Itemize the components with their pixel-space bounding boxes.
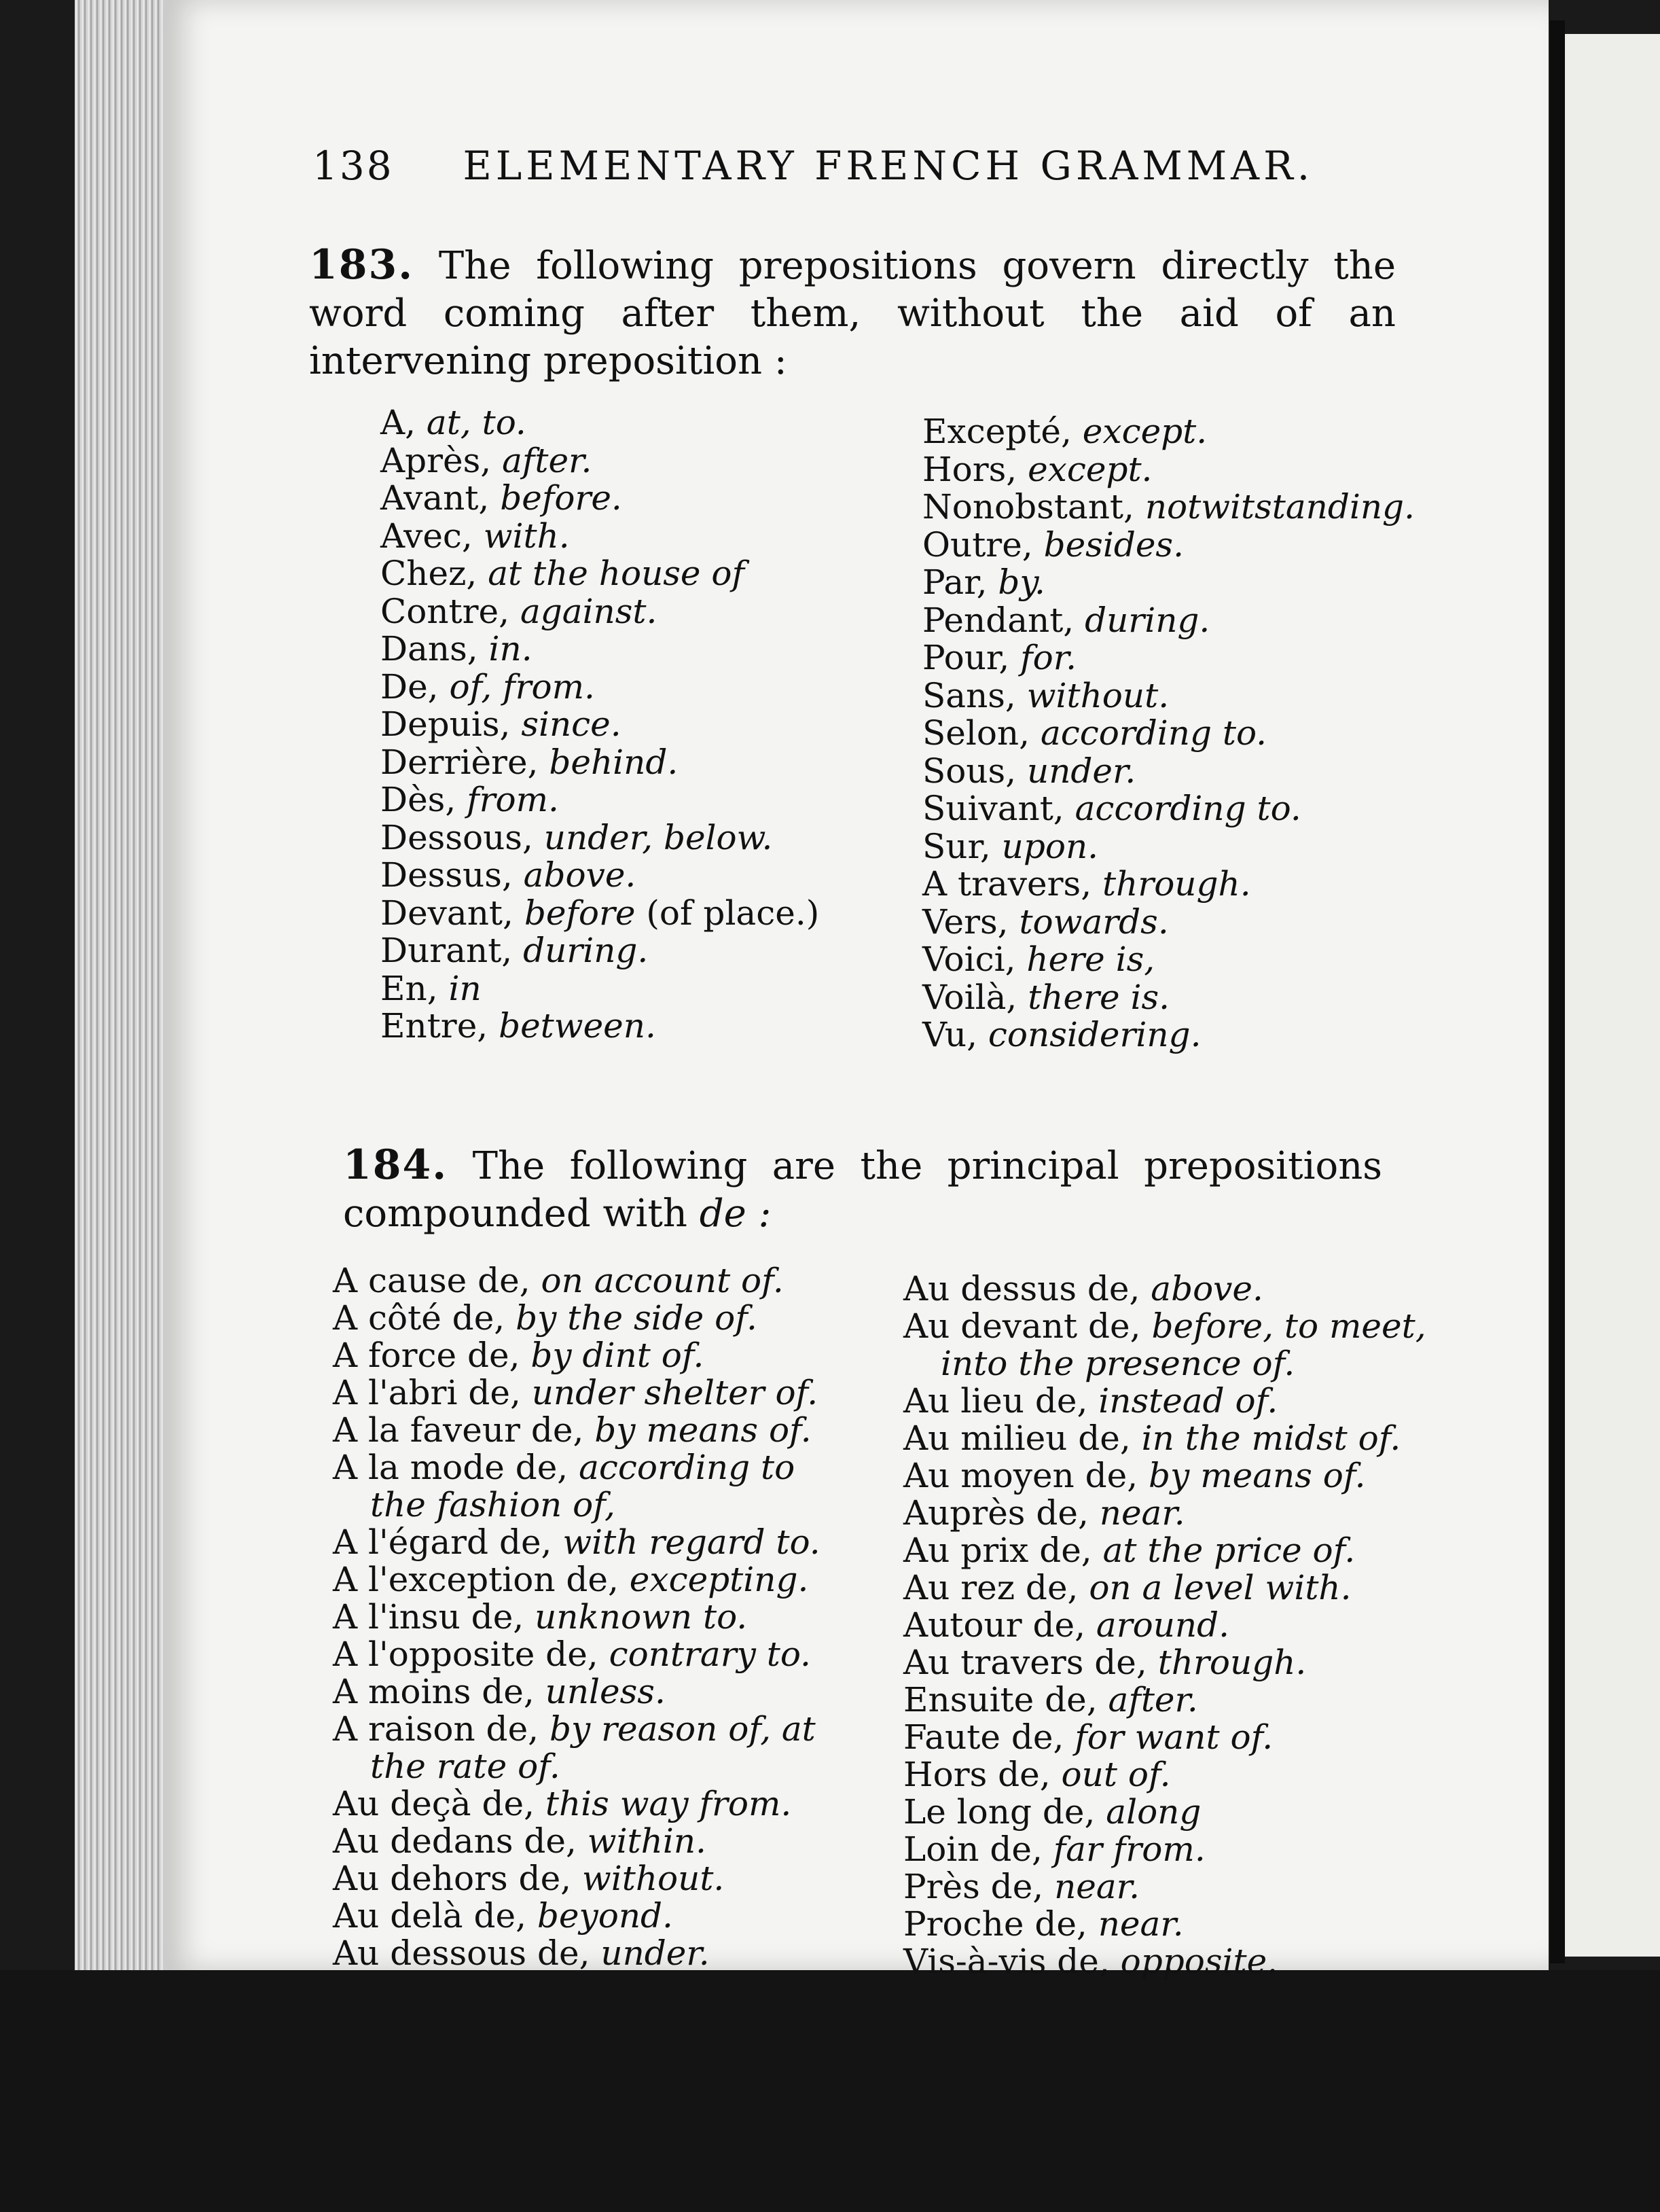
english-meaning: along xyxy=(1106,1792,1202,1832)
english-meaning: for. xyxy=(1020,638,1077,677)
english-meaning: under. xyxy=(1027,751,1136,791)
english-meaning: besides. xyxy=(1043,524,1184,565)
preposition-entry xyxy=(333,1897,820,1935)
english-meaning: for want of. xyxy=(1075,1717,1274,1757)
preposition-entry xyxy=(922,639,1415,677)
french-term: Excepté, xyxy=(922,412,1083,451)
english-meaning: far from. xyxy=(1053,1830,1206,1869)
preposition-entry xyxy=(380,781,819,819)
english-meaning: above. xyxy=(1151,1269,1263,1308)
english-meaning: by. xyxy=(998,563,1045,602)
preposition-entry xyxy=(922,413,1415,451)
english-meaning: this way from. xyxy=(545,1784,792,1823)
french-term: Pendant, xyxy=(922,600,1085,640)
preposition-entry xyxy=(903,1345,1426,1382)
french-term: Avant, xyxy=(380,478,501,518)
section-number: 184. xyxy=(343,1141,448,1189)
preposition-entry xyxy=(903,1495,1426,1532)
french-term: Dès, xyxy=(380,780,467,819)
french-term: Loin de, xyxy=(903,1830,1053,1869)
preposition-entry xyxy=(922,1016,1415,1054)
english-meaning: against. xyxy=(520,591,657,631)
preposition-entry xyxy=(903,1420,1426,1457)
french-term: Devant, xyxy=(380,893,524,933)
english-meaning: by the side of. xyxy=(516,1298,757,1338)
preposition-entry xyxy=(333,1785,820,1823)
section-183-left-column xyxy=(380,404,819,1046)
english-meaning: considering. xyxy=(988,1015,1202,1054)
preposition-entry xyxy=(380,857,819,895)
french-term: Par, xyxy=(922,563,998,602)
french-term: A force de, xyxy=(333,1336,531,1375)
preposition-entry xyxy=(922,602,1415,640)
preposition-entry xyxy=(380,1007,819,1046)
french-term: Dessus, xyxy=(380,855,524,895)
preposition-entry xyxy=(333,1374,820,1412)
french-term: Chez, xyxy=(380,554,488,593)
preposition-entry xyxy=(903,1644,1426,1681)
page-gutter-shadow xyxy=(1550,20,1565,1963)
preposition-entry xyxy=(922,715,1415,753)
preposition-entry xyxy=(922,904,1415,942)
french-term: Voici, xyxy=(922,940,1027,979)
english-meaning: upon. xyxy=(1001,826,1099,866)
french-term: Contre, xyxy=(380,591,520,631)
french-term: De, xyxy=(380,666,450,707)
preposition-entry xyxy=(903,1270,1426,1308)
french-term: Sous, xyxy=(922,751,1028,791)
preposition-entry xyxy=(380,668,819,707)
french-term: Vers, xyxy=(922,902,1020,942)
english-meaning: at the house of xyxy=(488,554,745,593)
french-term: A la mode de, xyxy=(333,1448,579,1487)
french-term: Vis-à-vis de, xyxy=(903,1942,1121,1981)
english-meaning: without. xyxy=(581,1859,725,1898)
preposition-entry xyxy=(922,564,1415,602)
english-meaning: opposite. xyxy=(1120,1942,1278,1981)
english-meaning: in the midst of. xyxy=(1141,1419,1401,1458)
page-number: 138 xyxy=(312,143,394,189)
french-term: Selon, xyxy=(922,713,1041,753)
preposition-entry xyxy=(380,819,819,857)
english-meaning: unless. xyxy=(545,1672,666,1711)
french-term: Près de, xyxy=(903,1867,1055,1906)
preposition-entry xyxy=(903,1532,1426,1569)
english-meaning: after. xyxy=(502,440,592,480)
preposition-entry xyxy=(380,932,819,970)
preposition-entry xyxy=(903,1607,1426,1644)
preposition-entry xyxy=(922,451,1415,489)
preposition-entry xyxy=(903,1457,1426,1495)
english-meaning: the rate of. xyxy=(370,1747,560,1786)
french-term: A la faveur de, xyxy=(333,1410,595,1450)
preposition-entry xyxy=(333,1673,820,1711)
preposition-entry xyxy=(922,524,1415,565)
english-meaning: through. xyxy=(1157,1643,1307,1682)
preposition-entry xyxy=(903,1308,1426,1345)
french-term: Au dessus de, xyxy=(903,1269,1151,1308)
english-meaning: according to xyxy=(579,1448,795,1487)
preposition-entry xyxy=(380,630,819,668)
preposition-entry xyxy=(333,1412,820,1449)
english-meaning: in. xyxy=(488,629,533,668)
preposition-entry xyxy=(922,979,1415,1017)
french-term: Le long de, xyxy=(903,1792,1106,1832)
english-meaning: except. xyxy=(1082,412,1208,451)
french-term: Suivant, xyxy=(922,789,1075,828)
english-meaning: except. xyxy=(1028,449,1153,489)
french-term: Sans, xyxy=(922,675,1027,715)
preposition-entry xyxy=(903,1906,1426,1943)
english-meaning: contrary to. xyxy=(609,1635,811,1674)
section-184-intro xyxy=(343,1141,1382,1238)
french-term: Vu, xyxy=(922,1015,988,1054)
running-title: ELEMENTARY FRENCH GRAMMAR. xyxy=(463,143,1314,189)
english-meaning: through. xyxy=(1102,864,1251,904)
scan-background xyxy=(0,1970,1660,2212)
section-183-intro xyxy=(309,241,1396,385)
french-term: Au deçà de, xyxy=(333,1784,545,1823)
french-term: Au dessous de, xyxy=(333,1933,601,1973)
english-meaning: on a level with. xyxy=(1089,1568,1352,1607)
french-term: Au dedans de, xyxy=(333,1821,588,1861)
english-meaning: according to. xyxy=(1040,713,1267,753)
english-meaning: before, to meet, xyxy=(1151,1306,1426,1346)
english-meaning: notwitstanding. xyxy=(1144,487,1415,527)
english-meaning: since. xyxy=(521,704,621,744)
preposition-entry xyxy=(333,1599,820,1636)
french-term: Au dehors de, xyxy=(333,1859,582,1898)
french-term: A raison de, xyxy=(333,1709,549,1749)
english-meaning: near. xyxy=(1098,1904,1184,1944)
english-meaning: by dint of. xyxy=(530,1336,704,1375)
french-term: Sur, xyxy=(922,826,1002,866)
english-meaning: in xyxy=(448,968,482,1008)
english-meaning: from. xyxy=(467,780,559,819)
english-meaning: within. xyxy=(587,1821,706,1861)
french-term: Autour de, xyxy=(903,1605,1096,1645)
french-term: Hors, xyxy=(922,449,1028,489)
french-term: Au lieu de, xyxy=(903,1381,1099,1421)
english-meaning: there is. xyxy=(1028,977,1170,1017)
english-meaning: by reason of, at xyxy=(549,1709,816,1749)
preposition-entry xyxy=(333,1935,820,1972)
preposition-entry xyxy=(922,790,1415,828)
english-meaning: into the presence of. xyxy=(941,1344,1295,1383)
section-number: 183. xyxy=(309,241,414,289)
french-term: Ensuite de, xyxy=(903,1680,1108,1719)
english-meaning: before xyxy=(524,893,636,933)
running-header xyxy=(312,143,1314,189)
french-term: Au moyen de, xyxy=(903,1456,1149,1495)
preposition-entry xyxy=(903,1831,1426,1868)
english-meaning: around. xyxy=(1096,1605,1230,1645)
french-term: A l'insu de, xyxy=(333,1597,535,1637)
preposition-entry xyxy=(333,1262,820,1300)
english-meaning: between. xyxy=(499,1006,656,1046)
english-meaning: with. xyxy=(483,516,570,556)
french-term: Entre, xyxy=(380,1006,499,1046)
french-term: Après, xyxy=(380,440,503,480)
preposition-entry xyxy=(333,1561,820,1599)
english-meaning: out of. xyxy=(1061,1755,1171,1794)
french-term: Au devant de, xyxy=(903,1306,1152,1346)
english-meaning: towards. xyxy=(1019,902,1169,942)
preposition-entry xyxy=(903,1868,1426,1906)
preposition-entry xyxy=(380,480,819,518)
english-meaning: near. xyxy=(1054,1867,1140,1906)
section-184-left-column xyxy=(333,1262,820,1972)
french-term: A l'égard de, xyxy=(333,1522,563,1562)
french-term: A moins de, xyxy=(333,1672,545,1711)
section-text-italic: de : xyxy=(699,1192,772,1236)
english-meaning: under. xyxy=(600,1933,710,1973)
english-meaning: without. xyxy=(1026,675,1170,715)
french-term: Auprès de, xyxy=(903,1493,1100,1533)
english-meaning: here is, xyxy=(1026,940,1155,979)
preposition-entry xyxy=(380,404,819,442)
usage-note: (of place.) xyxy=(635,893,820,933)
preposition-entry xyxy=(333,1860,820,1897)
french-term: Au travers de, xyxy=(903,1643,1158,1682)
french-term: Hors de, xyxy=(903,1755,1062,1794)
english-meaning: during. xyxy=(1085,600,1210,640)
french-term: A l'opposite de, xyxy=(333,1635,609,1674)
french-term: Au prix de, xyxy=(903,1531,1103,1570)
preposition-entry xyxy=(903,1681,1426,1719)
french-term: A, xyxy=(380,403,427,442)
english-meaning: by means of. xyxy=(1149,1456,1366,1495)
french-term: Nonobstant, xyxy=(922,487,1145,527)
french-term: Avec, xyxy=(380,516,484,556)
section-text: The following are the principal prepositions compounded with xyxy=(343,1144,1383,1236)
french-term: En, xyxy=(380,968,449,1008)
preposition-entry xyxy=(380,593,819,631)
preposition-entry xyxy=(903,1943,1426,1980)
french-term: A côté de, xyxy=(333,1298,516,1338)
preposition-entry xyxy=(380,555,819,593)
preposition-entry xyxy=(333,1300,820,1337)
english-meaning: during. xyxy=(523,931,649,970)
french-term: A cause de, xyxy=(333,1261,541,1300)
preposition-entry xyxy=(922,677,1415,715)
english-meaning: unknown to. xyxy=(535,1597,748,1637)
english-meaning: after. xyxy=(1108,1680,1198,1719)
page-stack-edge xyxy=(75,0,177,1984)
preposition-entry xyxy=(903,1719,1426,1756)
preposition-entry xyxy=(333,1711,820,1748)
french-term: Au milieu de, xyxy=(903,1419,1142,1458)
section-183-right-column xyxy=(922,413,1415,1054)
english-meaning: with regard to. xyxy=(562,1522,820,1562)
english-meaning: at, to. xyxy=(426,403,526,442)
english-meaning: before. xyxy=(500,478,622,518)
french-term: Voilà, xyxy=(922,977,1028,1017)
section-text: The following prepositions govern directly the word coming after them, without the aid of an intervening preposition : xyxy=(309,244,1396,383)
french-term: A l'exception de, xyxy=(333,1560,630,1599)
english-meaning: by means of. xyxy=(594,1410,812,1450)
preposition-entry xyxy=(333,1337,820,1374)
english-meaning: according to. xyxy=(1075,789,1301,828)
french-term: Dans, xyxy=(380,629,489,668)
french-term: Au delà de, xyxy=(333,1896,537,1936)
preposition-entry xyxy=(333,1636,820,1673)
preposition-entry xyxy=(333,1449,820,1486)
preposition-entry xyxy=(903,1756,1426,1794)
preposition-entry xyxy=(903,1794,1426,1831)
french-term: Depuis, xyxy=(380,704,522,744)
section-184-right-column xyxy=(903,1270,1426,1980)
preposition-entry xyxy=(380,744,819,782)
preposition-entry xyxy=(380,970,819,1008)
english-meaning: the fashion of, xyxy=(370,1485,615,1524)
english-meaning: of, from. xyxy=(449,666,595,707)
preposition-entry xyxy=(922,941,1415,979)
facing-page-edge xyxy=(1565,34,1660,1957)
english-meaning: near. xyxy=(1099,1493,1185,1533)
english-meaning: excepting. xyxy=(629,1560,809,1599)
french-term: Outre, xyxy=(922,524,1044,565)
french-term: Derrière, xyxy=(380,742,549,782)
preposition-entry xyxy=(333,1486,820,1524)
english-meaning: under shelter of. xyxy=(531,1373,818,1412)
preposition-entry xyxy=(380,518,819,556)
english-meaning: behind. xyxy=(549,742,679,782)
preposition-entry xyxy=(333,1748,820,1785)
preposition-entry xyxy=(333,1823,820,1860)
french-term: Proche de, xyxy=(903,1904,1098,1944)
french-term: A travers, xyxy=(922,864,1102,904)
english-meaning: at the price of. xyxy=(1102,1531,1356,1570)
english-meaning: beyond. xyxy=(537,1896,673,1936)
french-term: Faute de, xyxy=(903,1717,1075,1757)
preposition-entry xyxy=(333,1524,820,1561)
french-term: Durant, xyxy=(380,931,524,970)
preposition-entry xyxy=(922,866,1415,904)
preposition-entry xyxy=(922,828,1415,866)
english-meaning: above. xyxy=(523,855,636,895)
french-term: Dessous, xyxy=(380,817,544,857)
preposition-entry xyxy=(903,1569,1426,1607)
french-term: Au rez de, xyxy=(903,1568,1089,1607)
english-meaning: under, below. xyxy=(543,817,773,857)
french-term: A l'abri de, xyxy=(333,1373,532,1412)
preposition-entry xyxy=(380,895,819,933)
preposition-entry xyxy=(903,1382,1426,1420)
english-meaning: instead of. xyxy=(1098,1381,1278,1421)
preposition-entry xyxy=(922,488,1415,527)
french-term: Pour, xyxy=(922,638,1021,677)
preposition-entry xyxy=(922,753,1415,791)
preposition-entry xyxy=(380,706,819,744)
preposition-entry xyxy=(380,442,819,480)
english-meaning: on account of. xyxy=(541,1261,784,1300)
